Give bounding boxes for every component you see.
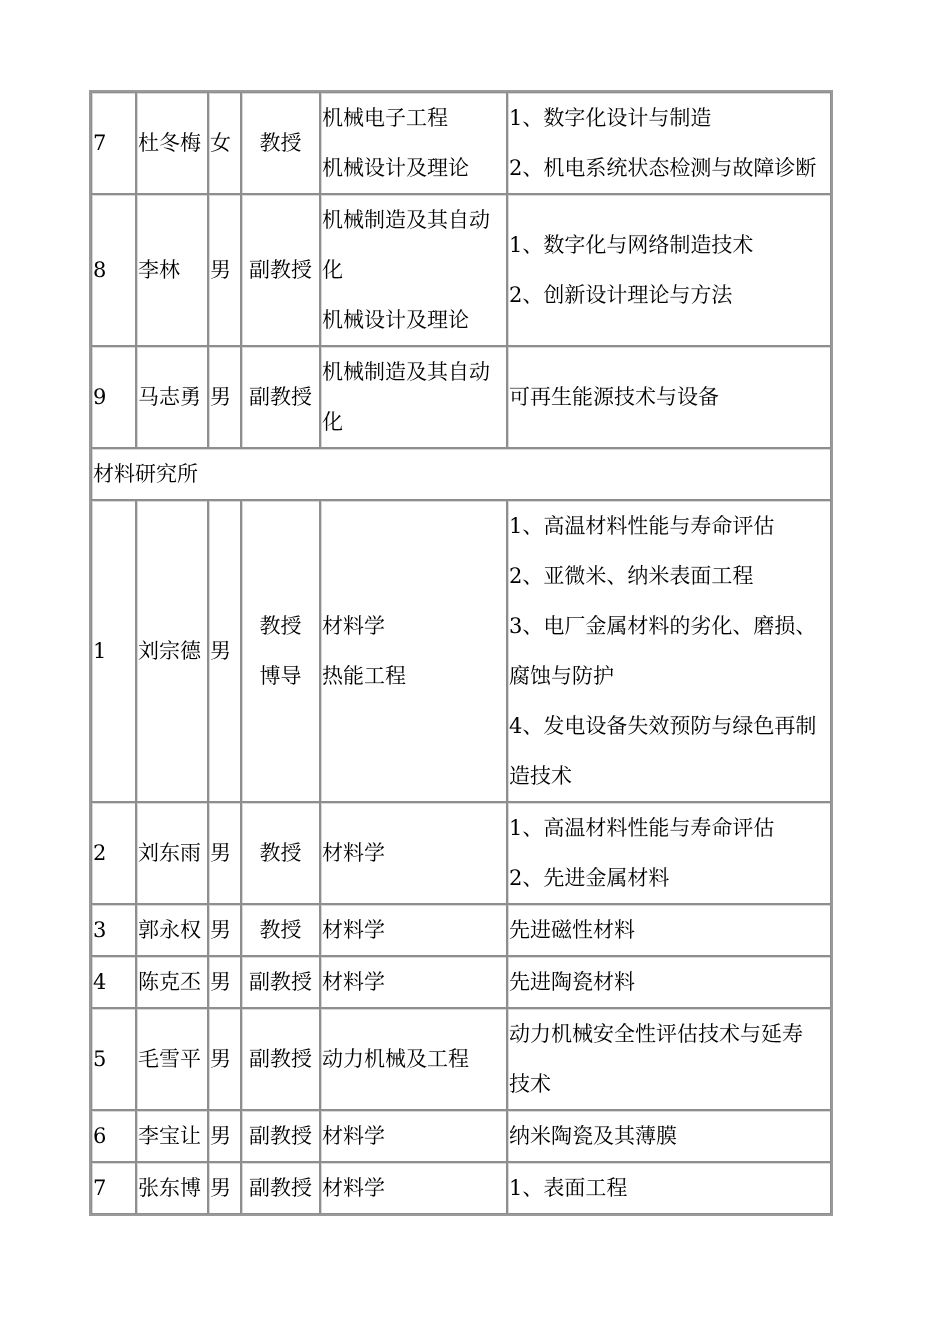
- research-directions: [507, 802, 831, 904]
- teacher-name: 郭永权: [136, 904, 208, 956]
- teacher-major-line: 化: [322, 258, 343, 282]
- teacher-major: [320, 904, 507, 956]
- teacher-title: [241, 1162, 320, 1214]
- teacher-title-line: 副教授: [249, 1124, 312, 1148]
- research-directions-line: 1、高温材料性能与寿命评估: [509, 514, 775, 538]
- research-directions-line: 2、机电系统状态检测与故障诊断: [509, 156, 817, 180]
- teacher-name: 马志勇: [136, 346, 208, 448]
- teacher-major-line: 机械制造及其自动: [322, 208, 490, 232]
- research-directions: [507, 500, 831, 802]
- research-directions-line: 腐蚀与防护: [509, 664, 614, 688]
- teacher-title: [241, 1110, 320, 1162]
- research-directions-line: 动力机械安全性评估技术与延寿: [509, 1022, 803, 1046]
- teacher-name: 毛雪平: [136, 1008, 208, 1110]
- row-number: 7: [91, 1162, 136, 1214]
- research-directions: [507, 956, 831, 1008]
- teacher-major: [320, 1162, 507, 1214]
- teacher-sex: 男: [208, 802, 241, 904]
- section-header-row: [91, 448, 831, 500]
- teacher-name: 刘宗德: [136, 500, 208, 802]
- row-number: 2: [91, 802, 136, 904]
- research-directions-line: 1、数字化与网络制造技术: [509, 233, 754, 257]
- faculty-table: [89, 90, 833, 1216]
- teacher-major-line: 动力机械及工程: [322, 1047, 469, 1071]
- research-directions: [507, 1162, 831, 1214]
- research-directions: [507, 92, 831, 194]
- research-directions-line: 2、先进金属材料: [509, 866, 670, 890]
- table-row: [91, 1162, 831, 1214]
- teacher-major-line: 机械电子工程: [322, 106, 448, 130]
- teacher-major-line: 材料学: [322, 1176, 385, 1200]
- row-number: 9: [91, 346, 136, 448]
- research-directions-line: 1、数字化设计与制造: [509, 106, 712, 130]
- teacher-major: [320, 1110, 507, 1162]
- teacher-major: [320, 194, 507, 346]
- row-number: 1: [91, 500, 136, 802]
- research-directions-line: 2、创新设计理论与方法: [509, 283, 733, 307]
- teacher-name: 张东博: [136, 1162, 208, 1214]
- teacher-title-line: 副教授: [249, 1176, 312, 1200]
- teacher-title-line: 教授: [259, 841, 302, 865]
- teacher-major: [320, 956, 507, 1008]
- research-directions-line: 1、高温材料性能与寿命评估: [509, 816, 775, 840]
- teacher-sex: 男: [208, 346, 241, 448]
- teacher-major: [320, 346, 507, 448]
- teacher-major-line: 机械设计及理论: [322, 308, 469, 332]
- research-directions-line: 3、电厂金属材料的劣化、磨损、: [509, 614, 817, 638]
- research-directions-line: 技术: [509, 1072, 551, 1096]
- teacher-major: [320, 1008, 507, 1110]
- table-row: [91, 346, 831, 448]
- teacher-title-line: 教授: [259, 614, 302, 638]
- teacher-major: [320, 92, 507, 194]
- teacher-sex: 男: [208, 194, 241, 346]
- teacher-major-line: 材料学: [322, 841, 385, 865]
- row-number: 5: [91, 1008, 136, 1110]
- teacher-major-line: 机械设计及理论: [322, 156, 469, 180]
- teacher-name: 刘东雨: [136, 802, 208, 904]
- research-directions-line: 先进陶瓷材料: [509, 970, 635, 994]
- teacher-major-line: 材料学: [322, 970, 385, 994]
- table-row: [91, 500, 831, 802]
- section-label: 材料研究所: [91, 448, 831, 500]
- teacher-name: 李林: [136, 194, 208, 346]
- research-directions: [507, 1008, 831, 1110]
- teacher-title: [241, 500, 320, 802]
- teacher-title: [241, 346, 320, 448]
- teacher-major: [320, 802, 507, 904]
- teacher-major-line: 材料学: [322, 1124, 385, 1148]
- teacher-name: 李宝让: [136, 1110, 208, 1162]
- teacher-major: [320, 500, 507, 802]
- row-number: 3: [91, 904, 136, 956]
- teacher-name: 陈克丕: [136, 956, 208, 1008]
- teacher-title-line: 副教授: [249, 970, 312, 994]
- teacher-title: [241, 904, 320, 956]
- teacher-sex: 男: [208, 1162, 241, 1214]
- research-directions: [507, 1110, 831, 1162]
- table-row: [91, 92, 831, 194]
- research-directions-line: 先进磁性材料: [509, 918, 635, 942]
- table-row: [91, 194, 831, 346]
- teacher-title: [241, 92, 320, 194]
- teacher-title-line: 教授: [259, 131, 302, 155]
- teacher-title: [241, 802, 320, 904]
- teacher-sex: 男: [208, 956, 241, 1008]
- research-directions-line: 4、发电设备失效预防与绿色再制: [509, 714, 817, 738]
- research-directions-line: 2、亚微米、纳米表面工程: [509, 564, 754, 588]
- teacher-sex: 男: [208, 1008, 241, 1110]
- table-row: [91, 1008, 831, 1110]
- research-directions-line: 造技术: [509, 764, 572, 788]
- row-number: 7: [91, 92, 136, 194]
- teacher-title: [241, 956, 320, 1008]
- teacher-major-line: 材料学: [322, 614, 385, 638]
- teacher-name: 杜冬梅: [136, 92, 208, 194]
- table-row: [91, 802, 831, 904]
- row-number: 8: [91, 194, 136, 346]
- teacher-major-line: 机械制造及其自动: [322, 360, 490, 384]
- research-directions-line: 1、表面工程: [509, 1176, 628, 1200]
- teacher-major-line: 化: [322, 410, 343, 434]
- faculty-table-body: [91, 92, 831, 1214]
- teacher-title-line: 副教授: [249, 258, 312, 282]
- teacher-major-line: 材料学: [322, 918, 385, 942]
- teacher-sex: 男: [208, 500, 241, 802]
- teacher-title: [241, 194, 320, 346]
- row-number: 4: [91, 956, 136, 1008]
- teacher-title: [241, 1008, 320, 1110]
- teacher-title-line: 副教授: [249, 385, 312, 409]
- teacher-sex: 男: [208, 904, 241, 956]
- research-directions: [507, 194, 831, 346]
- research-directions: [507, 346, 831, 448]
- row-number: 6: [91, 1110, 136, 1162]
- research-directions-line: 可再生能源技术与设备: [509, 385, 719, 409]
- table-row: [91, 1110, 831, 1162]
- table-row: [91, 956, 831, 1008]
- teacher-title-line: 博导: [259, 664, 302, 688]
- teacher-title-line: 教授: [259, 918, 302, 942]
- research-directions-line: 纳米陶瓷及其薄膜: [509, 1124, 677, 1148]
- research-directions: [507, 904, 831, 956]
- teacher-title-line: 副教授: [249, 1047, 312, 1071]
- teacher-sex: 女: [208, 92, 241, 194]
- teacher-major-line: 热能工程: [322, 664, 406, 688]
- table-row: [91, 904, 831, 956]
- teacher-sex: 男: [208, 1110, 241, 1162]
